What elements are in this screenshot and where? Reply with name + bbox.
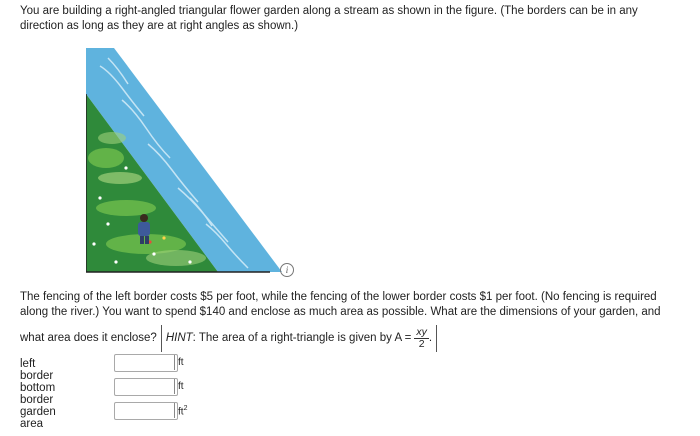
problem-intro: You are building a right-angled triangular flower garden along a stream as shown in the figure. (The borders can be in any direction as long as they are at right angles as shown.) — [20, 5, 638, 32]
bottom-border-label: bottom border — [20, 382, 56, 406]
fraction-denominator: 2 — [418, 338, 425, 350]
question-prefix: what area does it enclose? — [20, 332, 157, 344]
left-border-label: left border — [20, 358, 54, 382]
garden-area-label: garden area — [20, 406, 56, 430]
left-border-input[interactable] — [114, 354, 178, 372]
garden-area-unit — [178, 405, 187, 417]
area-formula-fraction — [414, 327, 429, 350]
hint-label: HINT — [165, 332, 193, 344]
fraction-numerator: xy — [416, 326, 427, 338]
hint-text: : The area of a right-triangle is given by A = — [192, 332, 412, 344]
garden-area-unit-exponent: 2 — [183, 405, 188, 412]
left-border-unit: ft — [178, 357, 184, 368]
info-icon[interactable]: i — [280, 263, 294, 277]
hint-box — [161, 325, 437, 352]
problem-question — [20, 290, 682, 352]
garden-area-unit-base: ft — [178, 406, 184, 418]
garden-area-input[interactable] — [114, 402, 178, 420]
bottom-border-input[interactable] — [114, 378, 178, 396]
garden-stream-figure — [86, 48, 286, 276]
bottom-border-unit: ft — [178, 381, 184, 392]
hint-end: . — [428, 332, 433, 344]
question-text: The fencing of the left border costs $5 per foot, while the fencing of the lower border costs $1 per foot. (No fencing is required along the river.) You want to spend $140 and enclose as much area as possible. What are the dimensions of your garden, and — [20, 291, 661, 318]
